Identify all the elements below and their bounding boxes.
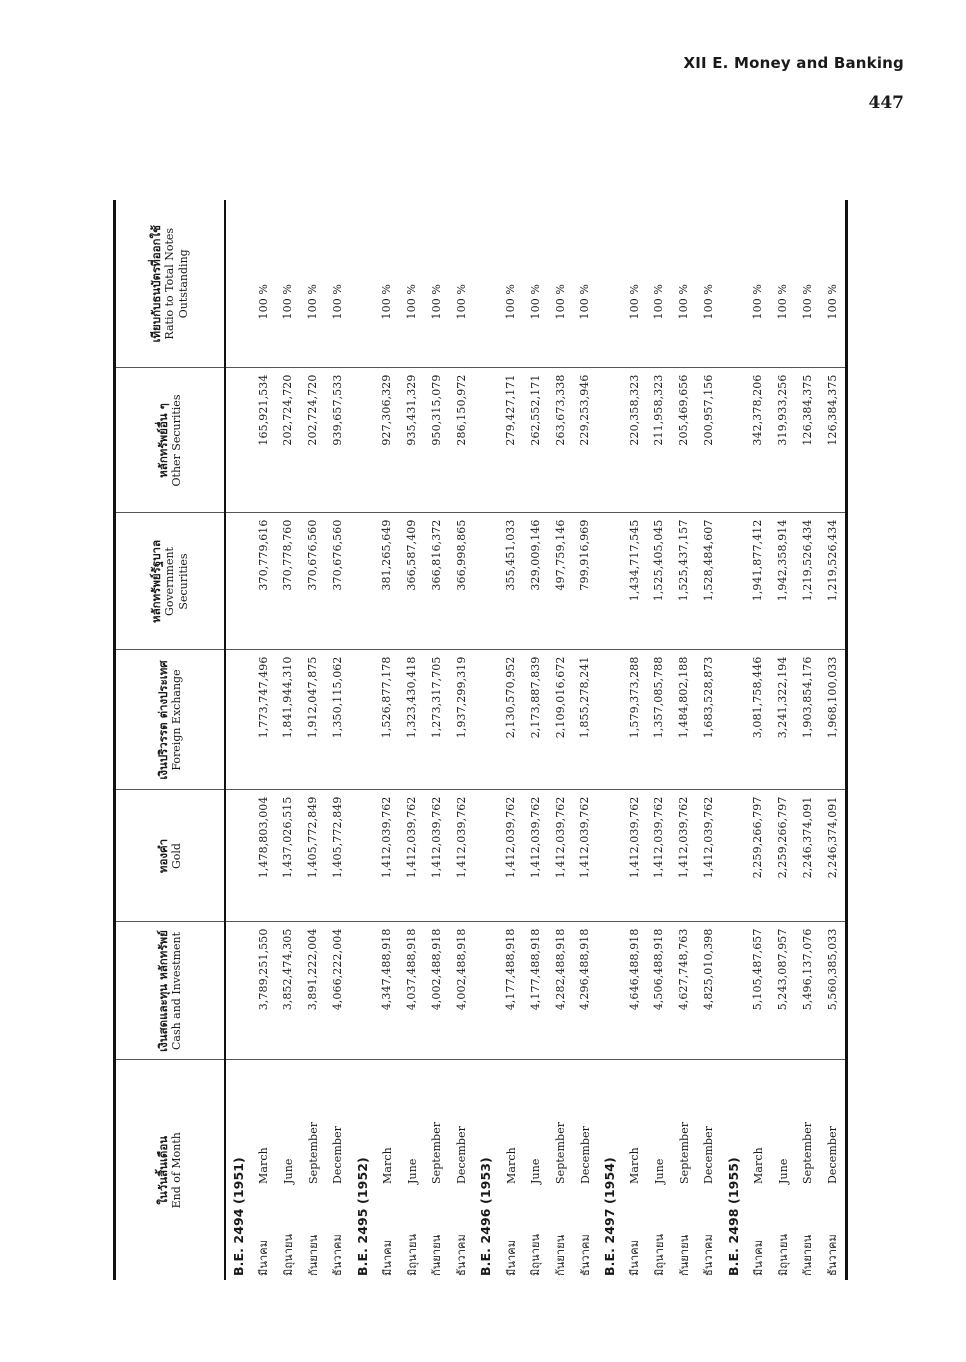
value-cell-cash: 4,296,488,918 (572, 922, 597, 1060)
value-cell-cash: 5,243,087,957 (770, 922, 795, 1060)
value-cell-ratio: 100 % (746, 200, 771, 368)
empty-cell (473, 650, 498, 790)
value-cell-gold: 1,405,772,849 (300, 790, 325, 922)
value-cell-cash: 4,646,488,918 (622, 922, 647, 1060)
column-header-thai: ทองคำ (155, 838, 170, 874)
empty-cell (721, 790, 746, 922)
table-row (795, 200, 820, 1280)
table-row (424, 200, 449, 1280)
value-cell-fx: 1,841,944,310 (276, 650, 301, 790)
value-cell-other: 165,921,534 (251, 368, 276, 513)
month-cell (375, 1060, 400, 1280)
value-cell-gov: 366,816,372 (424, 513, 449, 650)
value-cell-gold: 1,437,026,515 (276, 790, 301, 922)
value-cell-ratio: 100 % (647, 200, 672, 368)
month-cell (820, 1060, 847, 1280)
month-cell (325, 1060, 350, 1280)
value-cell-other: 126,384,375 (820, 368, 847, 513)
year-label: B.E. 2496 (1953) (478, 1157, 494, 1276)
value-cell-ratio: 100 % (548, 200, 573, 368)
empty-cell (473, 513, 498, 650)
empty-cell (721, 922, 746, 1060)
month-cell (572, 1060, 597, 1280)
month-cell (498, 1060, 523, 1280)
empty-cell (350, 513, 375, 650)
table-row (572, 200, 597, 1280)
empty-cell (721, 368, 746, 513)
value-cell-gov: 1,219,526,434 (795, 513, 820, 650)
table-row (746, 200, 771, 1280)
value-cell-gov: 355,451,033 (498, 513, 523, 650)
month-english: June (529, 1158, 543, 1184)
value-cell-other: 202,724,720 (276, 368, 301, 513)
table-row (399, 200, 424, 1280)
month-english: June (776, 1158, 790, 1184)
value-cell-gov: 1,941,877,412 (746, 513, 771, 650)
month-english: December (331, 1125, 345, 1184)
month-cell (276, 1060, 301, 1280)
value-cell-other: 205,469,656 (671, 368, 696, 513)
month-english: March (751, 1147, 765, 1184)
value-cell-fx: 2,173,887,839 (523, 650, 548, 790)
rotated-table-container (113, 200, 848, 1280)
month-thai: ธันวาคม (578, 1234, 592, 1276)
value-cell-ratio: 100 % (820, 200, 847, 368)
value-cell-ratio: 100 % (399, 200, 424, 368)
value-cell-ratio: 100 % (572, 200, 597, 368)
value-cell-ratio: 100 % (498, 200, 523, 368)
value-cell-gold: 1,405,772,849 (325, 790, 350, 922)
table-row (276, 200, 301, 1280)
value-cell-other: 126,384,375 (795, 368, 820, 513)
value-cell-gov: 1,434,717,545 (622, 513, 647, 650)
empty-cell (225, 922, 251, 1060)
value-cell-cash: 4,627,748,763 (671, 922, 696, 1060)
value-cell-ratio: 100 % (300, 200, 325, 368)
value-cell-gov: 1,525,405,045 (647, 513, 672, 650)
month-thai: มีนาคม (504, 1239, 518, 1276)
empty-cell (350, 790, 375, 922)
month-thai: มิถุนายน (776, 1233, 790, 1276)
value-cell-cash: 4,002,488,918 (449, 922, 474, 1060)
value-cell-other: 342,378,206 (746, 368, 771, 513)
table-row (251, 200, 276, 1280)
value-cell-gov: 329,009,146 (523, 513, 548, 650)
value-cell-other: 220,358,323 (622, 368, 647, 513)
value-cell-gold: 1,478,803,004 (251, 790, 276, 922)
month-cell (647, 1060, 672, 1280)
value-cell-ratio: 100 % (696, 200, 721, 368)
empty-cell (721, 200, 746, 368)
value-cell-fx: 2,109,016,672 (548, 650, 573, 790)
empty-cell (473, 368, 498, 513)
year-label: B.E. 2497 (1954) (602, 1157, 618, 1276)
column-header-english: Foreign Exchange (170, 669, 184, 771)
month-thai: กันยายน (554, 1234, 568, 1276)
value-cell-gold: 1,412,039,762 (523, 790, 548, 922)
value-cell-gold: 2,246,374,091 (820, 790, 847, 922)
value-cell-other: 950,315,079 (424, 368, 449, 513)
month-english: September (430, 1121, 444, 1184)
month-thai: กันยายน (677, 1234, 691, 1276)
month-thai: ธันวาคม (331, 1234, 345, 1276)
value-cell-other: 262,552,171 (523, 368, 548, 513)
month-english: June (281, 1158, 295, 1184)
year-row (597, 200, 622, 1280)
value-cell-gold: 1,412,039,762 (399, 790, 424, 922)
value-cell-fx: 1,357,085,788 (647, 650, 672, 790)
empty-cell (350, 368, 375, 513)
table-row (770, 200, 795, 1280)
month-english: September (801, 1121, 815, 1184)
value-cell-gov: 366,998,865 (449, 513, 474, 650)
value-cell-fx: 1,912,047,875 (300, 650, 325, 790)
month-thai: มิถุนายน (529, 1233, 543, 1276)
value-cell-fx: 1,937,299,319 (449, 650, 474, 790)
empty-cell (721, 513, 746, 650)
table-row (300, 200, 325, 1280)
value-cell-other: 939,657,533 (325, 368, 350, 513)
value-cell-fx: 1,855,278,241 (572, 650, 597, 790)
year-label: B.E. 2498 (1955) (725, 1157, 741, 1276)
value-cell-gov: 1,942,358,914 (770, 513, 795, 650)
value-cell-ratio: 100 % (251, 200, 276, 368)
value-cell-cash: 5,560,385,033 (820, 922, 847, 1060)
value-cell-gold: 1,412,039,762 (671, 790, 696, 922)
month-cell (251, 1060, 276, 1280)
column-header-thai: เงินสดและทุน หลักทรัพย์ (155, 930, 170, 1052)
value-cell-gov: 370,676,560 (325, 513, 350, 650)
value-cell-gov: 381,265,649 (375, 513, 400, 650)
column-header-english: Ratio to Total Notes Outstanding (163, 227, 191, 340)
month-thai: มิถุนายน (405, 1233, 419, 1276)
month-english: December (455, 1125, 469, 1184)
value-cell-cash: 4,177,488,918 (498, 922, 523, 1060)
column-header-thai: หลักทรัพย์อื่น ๆ (155, 403, 170, 478)
column-header-thai: ในวันสิ้นเดือน (155, 1135, 170, 1205)
value-cell-other: 211,958,323 (647, 368, 672, 513)
value-cell-fx: 1,579,373,288 (622, 650, 647, 790)
month-english: March (504, 1147, 518, 1184)
month-english: December (702, 1125, 716, 1184)
month-english: December (826, 1125, 840, 1184)
header-row (115, 200, 226, 1280)
value-cell-ratio: 100 % (622, 200, 647, 368)
value-cell-gov: 1,528,484,607 (696, 513, 721, 650)
value-cell-fx: 1,526,877,178 (375, 650, 400, 790)
value-cell-ratio: 100 % (276, 200, 301, 368)
value-cell-cash: 4,177,488,918 (523, 922, 548, 1060)
month-english: June (652, 1158, 666, 1184)
column-header-english: End of Month (170, 1132, 184, 1209)
value-cell-gold: 1,412,039,762 (572, 790, 597, 922)
value-cell-ratio: 100 % (523, 200, 548, 368)
value-cell-fx: 1,903,854,176 (795, 650, 820, 790)
empty-cell (473, 790, 498, 922)
month-cell (770, 1060, 795, 1280)
month-cell (300, 1060, 325, 1280)
month-cell (746, 1060, 771, 1280)
empty-cell (225, 513, 251, 650)
month-english: September (554, 1121, 568, 1184)
empty-cell (597, 513, 622, 650)
value-cell-gov: 370,676,560 (300, 513, 325, 650)
value-cell-fx: 1,968,100,033 (820, 650, 847, 790)
value-cell-ratio: 100 % (449, 200, 474, 368)
page-number: 447 (868, 93, 904, 113)
column-header-thai: หลักทรัพย์รัฐบาล (149, 540, 164, 623)
column-header-english: Cash and Investment (170, 931, 184, 1051)
value-cell-gov: 370,778,760 (276, 513, 301, 650)
value-cell-cash: 4,347,488,918 (375, 922, 400, 1060)
column-header-other-securities (115, 368, 226, 513)
month-thai: ธันวาคม (455, 1234, 469, 1276)
table-body (225, 200, 847, 1280)
value-cell-gold: 1,412,039,762 (696, 790, 721, 922)
value-cell-cash: 4,506,488,918 (647, 922, 672, 1060)
value-cell-ratio: 100 % (671, 200, 696, 368)
month-cell (671, 1060, 696, 1280)
empty-cell (473, 200, 498, 368)
value-cell-gold: 1,412,039,762 (548, 790, 573, 922)
month-cell (399, 1060, 424, 1280)
year-row (350, 200, 375, 1280)
year-label: B.E. 2494 (1951) (230, 1157, 246, 1276)
value-cell-gold: 2,259,266,797 (770, 790, 795, 922)
value-cell-gold: 1,412,039,762 (498, 790, 523, 922)
column-header-ratio-to-notes (115, 200, 226, 368)
value-cell-other: 319,933,256 (770, 368, 795, 513)
value-cell-ratio: 100 % (424, 200, 449, 368)
table-row (325, 200, 350, 1280)
month-cell (696, 1060, 721, 1280)
value-cell-gov: 1,219,526,434 (820, 513, 847, 650)
value-cell-other: 279,427,171 (498, 368, 523, 513)
value-cell-other: 927,306,329 (375, 368, 400, 513)
table-row (375, 200, 400, 1280)
month-english: September (306, 1121, 320, 1184)
value-cell-fx: 3,241,322,194 (770, 650, 795, 790)
column-header-foreign-exchange (115, 650, 226, 790)
column-header-english: Other Securities (170, 394, 184, 487)
table-row (671, 200, 696, 1280)
column-header-english: Government Securities (163, 547, 191, 616)
month-english: March (628, 1147, 642, 1184)
table-row (548, 200, 573, 1280)
month-cell (449, 1060, 474, 1280)
money-banking-table (113, 200, 848, 1280)
empty-cell (225, 650, 251, 790)
empty-cell (225, 368, 251, 513)
value-cell-gov: 366,587,409 (399, 513, 424, 650)
value-cell-gold: 2,246,374,091 (795, 790, 820, 922)
column-header-gold (115, 790, 226, 922)
empty-cell (350, 650, 375, 790)
table-row (696, 200, 721, 1280)
month-thai: กันยายน (801, 1234, 815, 1276)
year-row (721, 200, 746, 1280)
table-row (622, 200, 647, 1280)
value-cell-gold: 2,259,266,797 (746, 790, 771, 922)
column-header-thai: เงินปริวรรต ต่างประเทศ (155, 660, 170, 780)
column-header-government-securities (115, 513, 226, 650)
value-cell-cash: 3,852,474,305 (276, 922, 301, 1060)
value-cell-ratio: 100 % (795, 200, 820, 368)
month-cell (523, 1060, 548, 1280)
empty-cell (225, 200, 251, 368)
value-cell-gov: 497,759,146 (548, 513, 573, 650)
value-cell-other: 229,253,946 (572, 368, 597, 513)
value-cell-other: 202,724,720 (300, 368, 325, 513)
empty-cell (473, 922, 498, 1060)
month-thai: กันยายน (306, 1234, 320, 1276)
month-thai: มีนาคม (380, 1239, 394, 1276)
value-cell-gold: 1,412,039,762 (375, 790, 400, 922)
empty-cell (597, 368, 622, 513)
month-english: June (405, 1158, 419, 1184)
value-cell-other: 286,150,972 (449, 368, 474, 513)
table-row (449, 200, 474, 1280)
value-cell-gov: 370,779,616 (251, 513, 276, 650)
month-english: December (578, 1125, 592, 1184)
month-thai: มิถุนายน (652, 1233, 666, 1276)
table-row (523, 200, 548, 1280)
value-cell-cash: 5,105,487,657 (746, 922, 771, 1060)
value-cell-other: 200,957,156 (696, 368, 721, 513)
empty-cell (225, 790, 251, 922)
value-cell-fx: 2,130,570,952 (498, 650, 523, 790)
month-thai: มีนาคม (751, 1239, 765, 1276)
empty-cell (597, 922, 622, 1060)
value-cell-fx: 1,773,747,496 (251, 650, 276, 790)
month-cell (795, 1060, 820, 1280)
value-cell-gold: 1,412,039,762 (622, 790, 647, 922)
value-cell-fx: 1,273,317,705 (424, 650, 449, 790)
value-cell-cash: 4,825,010,398 (696, 922, 721, 1060)
month-thai: กันยายน (430, 1234, 444, 1276)
empty-cell (721, 650, 746, 790)
empty-cell (350, 922, 375, 1060)
value-cell-gov: 799,916,969 (572, 513, 597, 650)
table-row (647, 200, 672, 1280)
value-cell-ratio: 100 % (325, 200, 350, 368)
value-cell-cash: 4,037,488,918 (399, 922, 424, 1060)
column-header-end-of-month (115, 1060, 226, 1280)
month-cell (622, 1060, 647, 1280)
month-thai: มีนาคม (257, 1239, 271, 1276)
table-row (820, 200, 847, 1280)
value-cell-ratio: 100 % (770, 200, 795, 368)
value-cell-fx: 1,484,802,188 (671, 650, 696, 790)
month-thai: ธันวาคม (826, 1234, 840, 1276)
value-cell-gold: 1,412,039,762 (424, 790, 449, 922)
month-english: March (380, 1147, 394, 1184)
empty-cell (597, 650, 622, 790)
value-cell-fx: 1,683,528,873 (696, 650, 721, 790)
column-header-cash-and-investment (115, 922, 226, 1060)
value-cell-gold: 1,412,039,762 (449, 790, 474, 922)
value-cell-cash: 4,282,488,918 (548, 922, 573, 1060)
value-cell-cash: 5,496,137,076 (795, 922, 820, 1060)
value-cell-cash: 3,891,222,004 (300, 922, 325, 1060)
value-cell-gold: 1,412,039,762 (647, 790, 672, 922)
value-cell-fx: 3,081,758,446 (746, 650, 771, 790)
month-thai: มีนาคม (628, 1239, 642, 1276)
empty-cell (597, 200, 622, 368)
year-row (225, 200, 251, 1280)
month-thai: มิถุนายน (281, 1233, 295, 1276)
value-cell-fx: 1,350,115,062 (325, 650, 350, 790)
table-row (498, 200, 523, 1280)
month-thai: ธันวาคม (702, 1234, 716, 1276)
empty-cell (350, 200, 375, 368)
year-row (473, 200, 498, 1280)
value-cell-other: 263,673,338 (548, 368, 573, 513)
column-header-english: Gold (170, 843, 184, 869)
year-label: B.E. 2495 (1952) (354, 1157, 370, 1276)
value-cell-cash: 4,002,488,918 (424, 922, 449, 1060)
column-header-thai: เทียบกับธนบัตรที่ออกใช้ (149, 225, 164, 343)
value-cell-cash: 3,789,251,550 (251, 922, 276, 1060)
empty-cell (597, 790, 622, 922)
value-cell-ratio: 100 % (375, 200, 400, 368)
month-cell (548, 1060, 573, 1280)
value-cell-cash: 4,066,222,004 (325, 922, 350, 1060)
value-cell-fx: 1,323,430,418 (399, 650, 424, 790)
month-cell (424, 1060, 449, 1280)
month-english: March (257, 1147, 271, 1184)
value-cell-gov: 1,525,437,157 (671, 513, 696, 650)
month-english: September (677, 1121, 691, 1184)
value-cell-other: 935,431,329 (399, 368, 424, 513)
running-head: XII E. Money and Banking (683, 54, 904, 72)
